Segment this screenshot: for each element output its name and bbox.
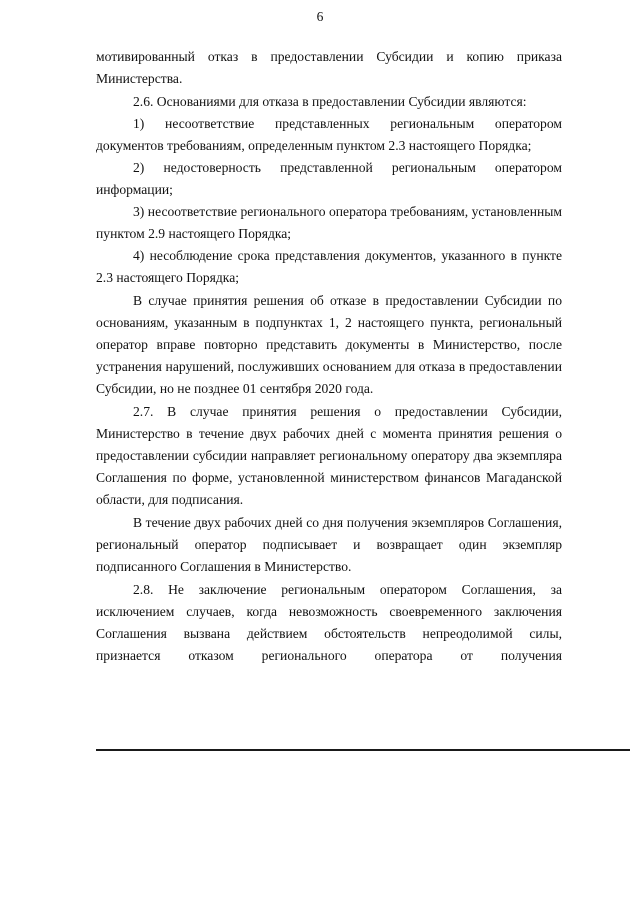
paragraph-2-6: 2.6. Основаниями для отказа в предоставлении Субсидии являются: — [133, 94, 527, 109]
paragraph-item-2: 2) недостоверность представленной региональным оператором информации; — [96, 160, 562, 197]
paragraph-item-1: 1) несоответствие представленных региональным оператором документов требованиям, определенным пунктом 2.3 настоящего Порядка; — [96, 116, 562, 153]
paragraph-2-7: 2.7. В случае принятия решения о предоставлении Субсидии, Министерство в течение двух рабочих дней с момента принятия решения о предоставлении субсидии направляет региональному оператору два экземпляра Соглашения по форме, установленной министерством финансов Магаданской области, для подписания. — [96, 404, 562, 507]
paragraph-continuation: мотивированный отказ в предоставлении Субсидии и копию приказа Министерства. — [96, 49, 562, 86]
footer-rule — [96, 749, 630, 751]
paragraph-signing: В течение двух рабочих дней со дня получения экземпляров Соглашения, региональный оператор подписывает и возвращает один экземпляр подписанного Соглашения в Министерство. — [96, 515, 562, 574]
paragraph-refusal-resubmission: В случае принятия решения об отказе в предоставлении Субсидии по основаниям, указанным в подпунктах 1, 2 настоящего пункта, региональный оператор вправе повторно представить документы в Министерство, после устранения нарушений, послуживших основанием для отказа в предоставлении Субсидии, но не позднее 01 сентября 2020 года. — [96, 293, 562, 396]
paragraph-item-4: 4) несоблюдение срока представления документов, указанного в пункте 2.3 настоящего Порядка; — [96, 248, 562, 285]
paragraph-2-8: 2.8. Не заключение региональным оператором Соглашения, за исключением случаев, когда невозможность своевременного заключения Соглашения вызвана действием обстоятельств непреодолимой силы, признается отказом регионального оператора от получения — [96, 582, 562, 663]
paragraph-item-3: 3) несоответствие регионального оператора требованиям, установленным пунктом 2.9 настоящего Порядка; — [96, 204, 562, 241]
page-number: 6 — [316, 9, 324, 24]
document-body — [96, 46, 562, 667]
